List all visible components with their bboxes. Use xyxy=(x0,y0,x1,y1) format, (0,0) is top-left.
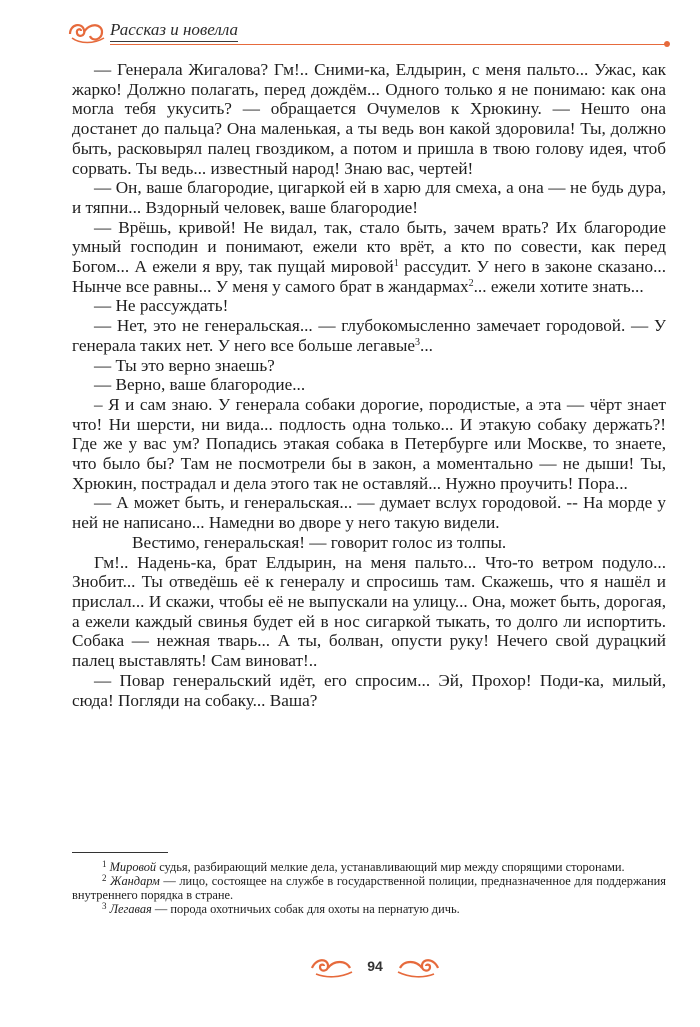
paragraph-3-tail: ... ежели хотите знать... xyxy=(473,276,644,296)
page-footer xyxy=(310,956,440,978)
footnote-term: Легавая xyxy=(109,902,152,916)
footnote-text: судья, разбирающий мелкие дела, устанавливающий мир между спорящими сторонами. xyxy=(156,860,625,874)
paragraph-12: — Повар генеральский идёт, его спросим... Эй, Прохор! Поди-ка, милый, сюда! Погляди на собаку... Ваша? xyxy=(72,670,666,710)
footnote-1 xyxy=(72,860,666,874)
footnote-term: Жандарм xyxy=(110,874,160,888)
swirl-ornament-icon xyxy=(66,18,106,46)
paragraph-3-text-cont: рассудит. У него в законе сказано... Нынче все равны... У меня у самого брат в жандармах xyxy=(72,257,667,296)
paragraph-5 xyxy=(72,316,666,355)
paragraph-5-text: — Нет, это не генеральская... — глубокомысленно замечает городовой. — У генерала таких нет. У него все больше легавые xyxy=(72,316,666,355)
swirl-ornament-icon xyxy=(396,956,440,978)
footnotes xyxy=(72,860,666,916)
paragraph-11: Гм!.. Надень-ка, брат Елдырин, на меня пальто... Что-то ветром подуло... Знобит... Ты отведёшь её к генералу и спросишь там. Скажешь, что я нашёл и прислал... И скажи, чтобы её не выпускали на улицу... Она, может быть, дорогая, а ежели каждый свинья будет ей в нос сигаркой тыкать, то долго ли испортить. Собака — нежная тварь... А ты, болван, опусти руку! Нечего свой дурацкий палец выставлять! Сам виноват!.. xyxy=(72,552,666,671)
paragraph-4: — Не рассуждать! xyxy=(94,296,229,316)
footnote-number: 3 xyxy=(102,901,107,911)
paragraph-10: Вестимо, генеральская! — говорит голос из толпы. xyxy=(132,532,507,552)
footnote-divider xyxy=(72,852,168,853)
paragraph-2: — Он, ваше благородие, цигаркой ей в харю для смеха, а она — не будь дура, и тяпни... Вздорный человек, ваше благородие! xyxy=(72,178,666,217)
footnote-3 xyxy=(72,902,666,916)
footnote-ref-1[interactable]: 1 xyxy=(393,258,399,270)
footnote-term: Мировой xyxy=(109,860,157,874)
footnote-number: 2 xyxy=(102,873,107,883)
paragraph-3 xyxy=(72,218,666,297)
paragraph-6: — Ты это верно знаешь? xyxy=(94,355,275,375)
paragraph-9: — А может быть, и генеральская... — думает вслух городовой. -- На морде у ней не написано... Намедни во дворе у него такую видели. xyxy=(72,493,666,533)
footnote-text: — лицо, состоящее на службе в государственной полиции, предназначенное для поддержания внутреннего порядка в стране. xyxy=(72,874,666,902)
footnote-ref-2[interactable]: 2 xyxy=(468,277,474,289)
page-number: 94 xyxy=(367,958,383,974)
header-rule xyxy=(110,44,666,45)
footnote-number: 1 xyxy=(102,859,107,869)
paragraph-7: — Верно, ваше благородие... xyxy=(94,375,306,395)
paragraph-5-tail: ... xyxy=(420,335,433,355)
paragraph-1: — Генерала Жигалова? Гм!.. Сними-ка, Елдырин, с меня пальто... Ужас, как жарко! Должно полагать, перед дождём... Одного только я не понимаю: как она могла тебя укусить? — обращается Очумелов к Хрюкину. — Нешто она достанет до пальца? Она маленькая, а ты ведь вон какой здоровила! Ты, должно быть, расковырял палец гвоздиком, а потом и пришла в твою голову идея, чтоб сорвать. Ты ведь... известный народ! Знаю вас, чертей! xyxy=(72,60,666,178)
section-title: Рассказ и новелла xyxy=(110,20,238,42)
footnote-text: — порода охотничьих собак для охоты на пернатую дичь. xyxy=(151,902,460,916)
paragraph-3-text: — Врёшь, кривой! Не видал, так, стало быть, зачем врать? Их благородие умный господин и понимают, ежели кто врёт, а кто по совести, как перед Богом... А ежели я вру, так пущай мировой xyxy=(72,217,666,277)
footnote-ref-3[interactable]: 3 xyxy=(415,336,421,348)
header-rule-dot xyxy=(664,41,670,47)
running-header xyxy=(66,14,666,50)
footnote-2 xyxy=(72,874,666,902)
story-text xyxy=(72,60,666,710)
paragraph-8: – Я и сам знаю. У генерала собаки дорогие, породистые, а эта — чёрт знает что! Ни шерсти, ни вида... подлость одна только... И этакую собаку держать?! Где же у вас ум? Попадись этакая собака в Петербурге или Москве, то знаете, что было бы? Там не посмотрели бы в закон, а моментально — не дыши! Ты, Хрюкин, пострадал и дела этого так не оставляй... Нужно проучить! Пора... xyxy=(72,394,666,493)
